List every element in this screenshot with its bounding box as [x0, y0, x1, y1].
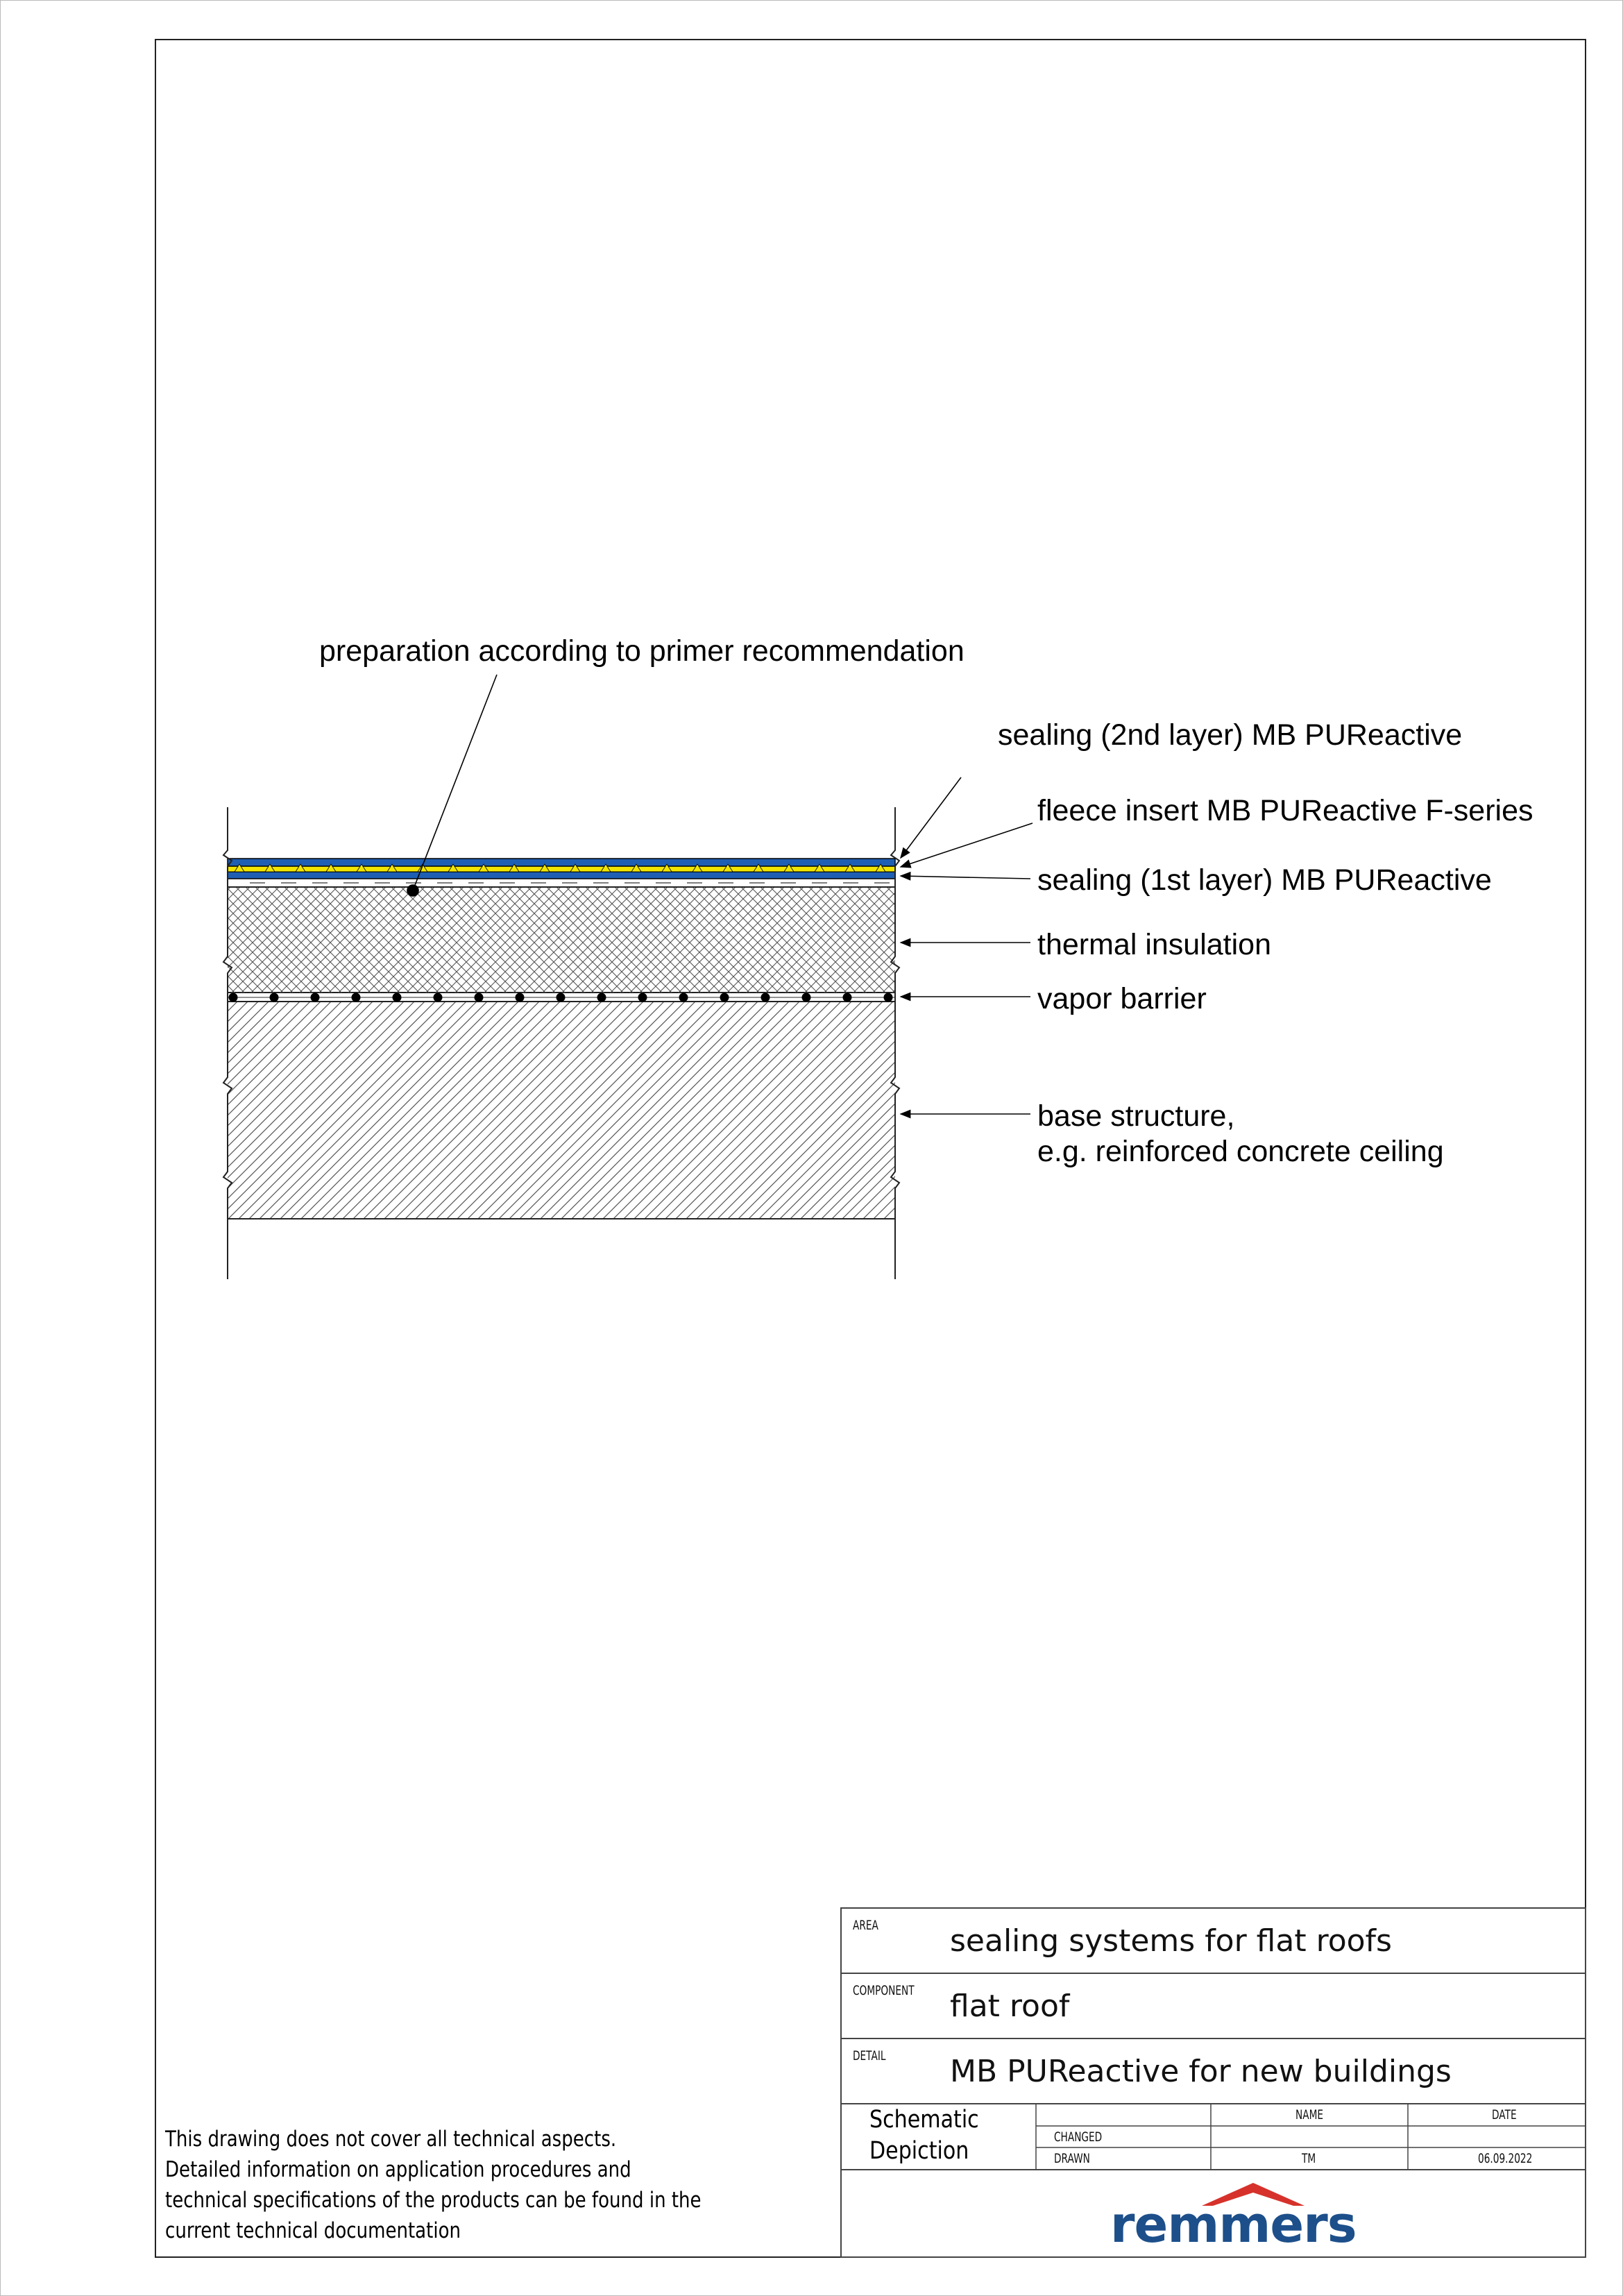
- label-preparation: preparation according to primer recommendation: [319, 634, 965, 668]
- vapor-barrier-dot: [229, 993, 238, 1002]
- label-sealing-1st: sealing (1st layer) MB PUReactive: [1037, 863, 1492, 897]
- vapor-barrier-dot: [352, 993, 361, 1002]
- vapor-barrier-dot: [884, 993, 893, 1002]
- vapor-barrier-dot: [434, 993, 443, 1002]
- area-key: AREA: [853, 1918, 878, 1933]
- label-base-example: e.g. reinforced concrete ceiling: [1037, 1135, 1444, 1168]
- sealing-2nd-layer: [228, 859, 895, 866]
- vapor-barrier-dot: [393, 993, 402, 1002]
- disclaimer-line-4: current technical documentation: [165, 2218, 461, 2243]
- vapor-barrier-dot: [679, 993, 688, 1002]
- area-value: sealing systems for flat roofs: [950, 1923, 1392, 1959]
- disclaimer-line-1: This drawing does not cover all technical aspects.: [165, 2127, 617, 2152]
- component-value: flat roof: [950, 1989, 1070, 2024]
- thermal-insulation-layer: [228, 887, 895, 993]
- vapor-barrier-dot: [720, 993, 729, 1002]
- vapor-barrier-dot: [761, 993, 770, 1002]
- drawn-name: TM: [1302, 2151, 1316, 2166]
- disclaimer-line-3: technical specifications of the products can be found in the: [165, 2188, 702, 2213]
- vapor-barrier-dot: [311, 993, 320, 1002]
- vapor-barrier-dot: [843, 993, 852, 1002]
- vapor-barrier-dot: [556, 993, 566, 1002]
- vapor-barrier-dot: [270, 993, 279, 1002]
- label-fleece: fleece insert MB PUReactive F-series: [1037, 794, 1533, 827]
- label-vapor-barrier: vapor barrier: [1037, 982, 1207, 1015]
- vapor-barrier-dot: [802, 993, 811, 1002]
- disclaimer-line-2: Detailed information on application procedures and: [165, 2157, 631, 2182]
- schematic-line-2: Depiction: [869, 2137, 969, 2165]
- name-header: NAME: [1295, 2107, 1324, 2122]
- drawn-label: DRAWN: [1054, 2151, 1090, 2166]
- label-base-structure: base structure,: [1037, 1099, 1235, 1133]
- sealing-1st-layer: [228, 872, 895, 879]
- vapor-barrier-dot: [597, 993, 606, 1002]
- base-structure-layer: [228, 1002, 895, 1219]
- date-header: DATE: [1492, 2107, 1517, 2122]
- changed-label: CHANGED: [1054, 2129, 1103, 2145]
- leader-fleece: [901, 823, 1033, 867]
- label-thermal-insulation: thermal insulation: [1037, 928, 1272, 961]
- schematic-line-1: Schematic: [869, 2106, 979, 2134]
- vapor-barrier-dot: [475, 993, 484, 1002]
- leader-preparation-dot: [407, 885, 418, 896]
- label-sealing-2nd: sealing (2nd layer) MB PUReactive: [998, 718, 1463, 752]
- leader-sealing-2nd: [901, 777, 961, 858]
- remmers-logo-text: remmers: [1110, 2195, 1357, 2254]
- vapor-barrier-dot: [638, 993, 647, 1002]
- detail-value: MB PUReactive for new buildings: [950, 2054, 1452, 2089]
- component-key: COMPONENT: [853, 1983, 915, 1998]
- detail-key: DETAIL: [853, 2048, 886, 2063]
- roof-section: [223, 807, 899, 1279]
- leader-sealing-1st: [901, 876, 1030, 879]
- vapor-barrier-dot: [516, 993, 525, 1002]
- drawn-date: 06.09.2022: [1478, 2151, 1533, 2166]
